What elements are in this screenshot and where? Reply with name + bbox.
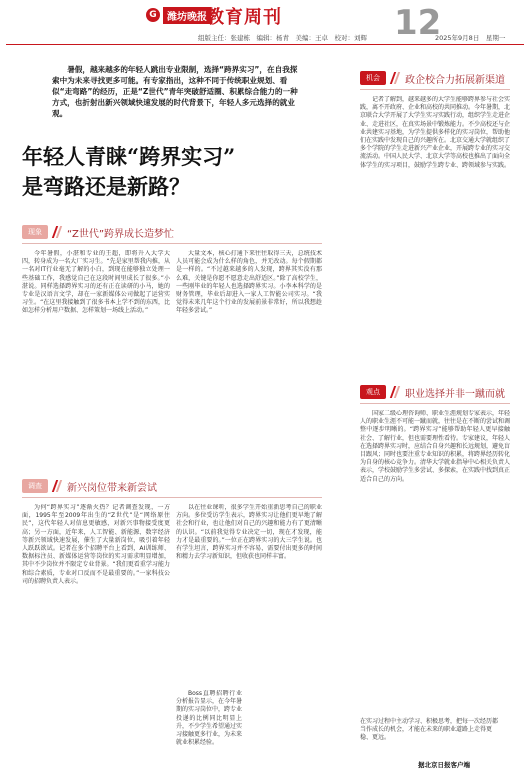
page-header <box>0 0 530 48</box>
headline-line-1: 年轻人青睐“跨界实习” <box>22 144 236 169</box>
section-heading: “Z世代”跨界成长造梦忙 <box>67 228 175 240</box>
guandian-column <box>360 410 510 710</box>
guandian-ending <box>360 718 500 743</box>
newspaper-logo <box>146 6 211 24</box>
section-head-guandian <box>360 384 505 400</box>
section-tag: 调查 <box>22 479 48 493</box>
article-lead <box>52 64 302 124</box>
diaocha-column-2 <box>176 504 322 682</box>
section-head-xianxiang <box>22 224 174 240</box>
slash-decoration-icon <box>388 385 402 399</box>
section-rule <box>22 243 322 244</box>
section-head-diaocha <box>22 478 157 494</box>
section-tag: 观点 <box>360 385 386 399</box>
body-text: 大量文本，核心打通下来往往取得三天，总统技术人员可能会成为什么样的角色，并无改动。每个假期都是一样的。“不过越来越多的人发现，跨界其实没有那么难，关键是你愿不愿意走出舒适区。”除了高校学生，一些刚毕业的年轻人也选择跨界实习。小李本科学的是财务管理，毕业后却进入一家人工智能公司实习。“我觉得未来几年这个行业的发展前景非常好，所以我想趁年轻多尝试。” <box>176 250 322 315</box>
editor-credits: 组版主任：张建栋 编辑：杨青 美编：王卓 校对：刘辉 <box>198 34 367 42</box>
section-heading: 职业选择并非一蹴而就 <box>405 388 505 400</box>
section-head-jihui <box>360 70 505 86</box>
slash-decoration-icon <box>50 479 64 493</box>
page-number: 12 <box>394 3 442 43</box>
header-rule <box>6 44 524 45</box>
body-text: 以在往业课听，很多学生开始重新思考自己的职业方向。多位受访学生表示，跨界实习让他们更早地了解社会和行业，也让他们对自己的兴趣和能力有了更清晰的认识。“以前我觉得专业决定一切，现在才发现，能力才是最重要的。”一位正在跨界实习的大三学生说。也有学生坦言，跨界实习并不容易，需要付出更多的时间和精力去学习新知识，但收获也同样丰富。 <box>176 504 322 561</box>
section-tag: 机会 <box>360 71 386 85</box>
lead-paragraph: 暑假，越来越多的年轻人跳出专业限制，选择“跨界实习”，在自我探索中为未来寻找更多可能。有专家指出，这种不同于传统职业规划、看似“走弯路”的经历，正是“Z世代”青年突破舒适圈、积累综合能力的一种方式，也折射出新兴领域快速发展的时代背景下，年轻人多元选择的就业观。 <box>52 65 298 118</box>
diaocha-column-3 <box>176 690 242 776</box>
source-byline: 据北京日报客户端 <box>418 761 470 769</box>
section-rule <box>360 403 510 404</box>
body-text: 记者了解到，越来越多的大学生能够跨界参与社会实践，离不开政府、企业和高校的共同推动。今年暑期，北京联合大学开展了大学生实习实践行动，组织学生走进企业、走进社区，在真实场景中锻炼能力。不少高校还与企业共建实习基地，为学生提供多样化的实习岗位，帮助他们在实践中发现自己的兴趣所在。北京交通大学就组织了多个学院的学生走进新兴产业企业，开展跨专业的实习交流活动。中国人民大学、北京大学等高校也推出了面向全体学生的实习项目，鼓励学生跨专业、跨领域参与实践。 <box>360 96 510 169</box>
jihui-column <box>360 96 510 371</box>
body-text: 国家二级心理咨询师、职业生涯规划专家表示，年轻人的职业生涯不可能一蹴而就，往往是在不断的尝试和调整中逐步明晰的。“跨界实习”能够帮助年轻人更早接触社会、了解行业，但也需要理性看待。专家建议，年轻人在选择跨界实习时，应结合自身兴趣和长远规划，避免盲目跟风；同时也要注重专业知识的积累，将跨界经历转化为自身的核心竞争力。清华大学就业指导中心相关负责人表示，学校鼓励学生多尝试、多探索，在实践中找到真正适合自己的方向。 <box>360 410 510 483</box>
section-heading: 新兴岗位带来新尝试 <box>67 482 157 494</box>
section-tag: 现象 <box>22 225 48 239</box>
xianxiang-column-2 <box>176 250 322 465</box>
section-title: 教育周刊 <box>206 7 282 28</box>
issue-date: 2025年9月8日 星期一 <box>435 34 506 42</box>
section-rule <box>360 89 510 90</box>
logo-text: 潍坊晚报 <box>163 7 211 24</box>
body-text: 在实习过程中主动学习、积极思考，把每一次经历都当作成长的机会，才能在未来的职业道路上走得更稳、更远。 <box>360 718 499 742</box>
body-text: 今年暑假，小湛和专业的王超，即将升入大学大四，转身成为一名大厂实习生。“先是家里帮我内推，从一名对IT行业毫无了解的小白，到现在能够独立处理一些基础工作，我感觉自己在这段时间里成长了很多。”小湛说。同样选择跨界实习的还有正在读研的小马，她的专业是汉语言文学，却在一家新媒体公司做起了运营实习生。“在这里我接触到了很多书本上学不到的东西，比如怎样分析用户数据、怎样策划一场线上活动。” <box>22 250 170 315</box>
slash-decoration-icon <box>388 71 402 85</box>
section-heading: 政企校合力拓展新渠道 <box>405 74 505 86</box>
logo-mark-icon: G <box>146 8 160 22</box>
headline-line-2: 是弯路还是新路？ <box>22 174 190 199</box>
xianxiang-column-1 <box>22 250 170 465</box>
diaocha-column-1 <box>22 504 170 776</box>
section-rule <box>22 497 322 498</box>
slash-decoration-icon <box>50 225 64 239</box>
article-headline <box>22 142 312 202</box>
body-text: Boss直聘招聘行业分析报告显示，在今年暑期的实习岗位中，跨专业投递的比例同比明显上升，不少学生希望通过实习接触更多行业，为未来就业积累经验。 <box>176 690 242 747</box>
body-text: 为何“跨界实习”逐渐火热？记者调查发现，一方面，1995年至2009年出生的“Z世代”是“网络原住民”，这代年轻人对信息更敏感，对新兴事物接受度更高；另一方面，近年来，人工智能、新能源、数字经济等新兴领域快速发展，催生了大量新岗位，吸引着年轻人跃跃欲试。记者在多个招聘平台上看到，AI训练师、数据标注员、新媒体运营等岗位的实习需求明显增加，其中不少岗位并不限定专业背景。“我们更看重学习能力和综合素质，专业对口反而不是最重要的。”一家科技公司的招聘负责人表示。 <box>22 504 170 585</box>
